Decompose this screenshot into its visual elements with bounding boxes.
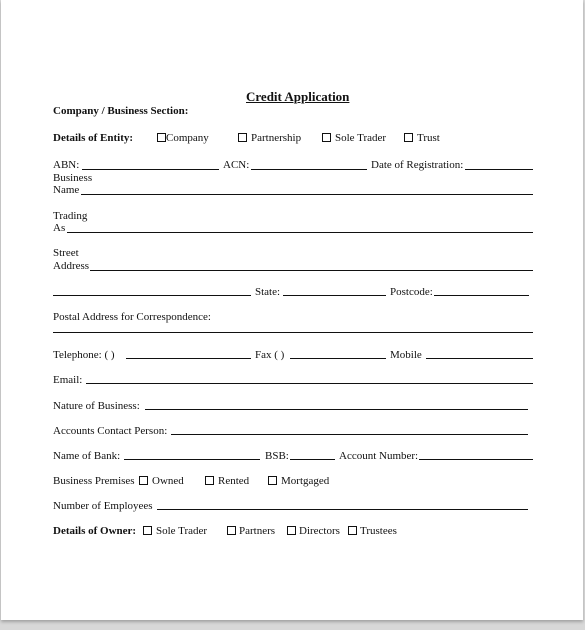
mobile-field[interactable] bbox=[426, 358, 533, 359]
date-registration-label: Date of Registration: bbox=[371, 159, 464, 171]
document-page bbox=[1, 0, 583, 620]
number-of-employees-label: Number of Employees bbox=[53, 500, 153, 512]
street-address-field[interactable] bbox=[90, 270, 533, 271]
business-premises-label: Business Premises bbox=[53, 475, 135, 487]
email-field[interactable] bbox=[86, 383, 533, 384]
entity-label: Details of Entity: bbox=[53, 132, 134, 144]
partners-option-label: Partners bbox=[239, 525, 276, 537]
nature-of-business-label: Nature of Business: bbox=[53, 400, 140, 412]
partnership-option-label: Partnership bbox=[251, 132, 302, 144]
bsb-field[interactable] bbox=[290, 459, 335, 460]
sole-trader-owner-checkbox[interactable] bbox=[143, 526, 152, 535]
page-title: Credit Application bbox=[246, 89, 350, 104]
fax-label: Fax ( ) bbox=[255, 349, 285, 361]
mortgaged-checkbox[interactable] bbox=[268, 476, 277, 485]
email-label: Email: bbox=[53, 374, 83, 386]
trustees-option-label: Trustees bbox=[360, 525, 397, 537]
trading-as-label-1: Trading bbox=[53, 210, 88, 222]
accounts-contact-field[interactable] bbox=[171, 434, 528, 435]
directors-checkbox[interactable] bbox=[287, 526, 296, 535]
suburb-field[interactable] bbox=[53, 295, 251, 296]
owned-option-label: Owned bbox=[152, 475, 184, 487]
company-checkbox[interactable] bbox=[157, 133, 166, 142]
nature-of-business-field[interactable] bbox=[145, 409, 528, 410]
state-label: State: bbox=[255, 286, 281, 298]
business-name-label-2: Name bbox=[53, 184, 80, 196]
business-name-field[interactable] bbox=[81, 194, 533, 195]
company-option-label: Company bbox=[166, 132, 209, 144]
partnership-checkbox[interactable] bbox=[238, 133, 247, 142]
abn-field[interactable] bbox=[82, 169, 219, 170]
bsb-label: BSB: bbox=[265, 450, 289, 462]
account-number-field[interactable] bbox=[419, 459, 533, 460]
business-name-label-1: Business bbox=[53, 172, 93, 184]
sole-trader-entity-checkbox[interactable] bbox=[322, 133, 331, 142]
bank-name-label: Name of Bank: bbox=[53, 450, 121, 462]
sole-trader-owner-option-label: Sole Trader bbox=[156, 525, 208, 537]
acn-label: ACN: bbox=[223, 159, 250, 171]
date-registration-field[interactable] bbox=[465, 169, 533, 170]
trading-as-label-2: As bbox=[53, 222, 66, 234]
owner-label: Details of Owner: bbox=[53, 525, 137, 537]
telephone-label: Telephone: ( ) bbox=[53, 349, 115, 361]
telephone-field[interactable] bbox=[126, 358, 251, 359]
trading-as-field[interactable] bbox=[67, 232, 533, 233]
rented-checkbox[interactable] bbox=[205, 476, 214, 485]
account-number-label: Account Number: bbox=[339, 450, 419, 462]
directors-option-label: Directors bbox=[299, 525, 340, 537]
sole-trader-entity-option-label: Sole Trader bbox=[335, 132, 387, 144]
postal-address-label: Postal Address for Correspondence: bbox=[53, 311, 211, 323]
section-heading: Company / Business Section: bbox=[53, 105, 189, 117]
mobile-label: Mobile bbox=[390, 349, 422, 361]
abn-label: ABN: bbox=[53, 159, 80, 171]
acn-field[interactable] bbox=[251, 169, 367, 170]
street-address-label-1: Street bbox=[53, 247, 79, 259]
postcode-field[interactable] bbox=[434, 295, 529, 296]
postal-address-field[interactable] bbox=[53, 332, 533, 333]
trust-checkbox[interactable] bbox=[404, 133, 413, 142]
owned-checkbox[interactable] bbox=[139, 476, 148, 485]
fax-field[interactable] bbox=[290, 358, 386, 359]
accounts-contact-label: Accounts Contact Person: bbox=[53, 425, 168, 437]
mortgaged-option-label: Mortgaged bbox=[281, 475, 330, 487]
state-field[interactable] bbox=[283, 295, 386, 296]
partners-checkbox[interactable] bbox=[227, 526, 236, 535]
number-of-employees-field[interactable] bbox=[157, 509, 528, 510]
street-address-label-2: Address bbox=[53, 260, 90, 272]
bank-name-field[interactable] bbox=[124, 459, 260, 460]
rented-option-label: Rented bbox=[218, 475, 250, 487]
trustees-checkbox[interactable] bbox=[348, 526, 357, 535]
postcode-label: Postcode: bbox=[390, 286, 433, 298]
trust-option-label: Trust bbox=[417, 132, 440, 144]
